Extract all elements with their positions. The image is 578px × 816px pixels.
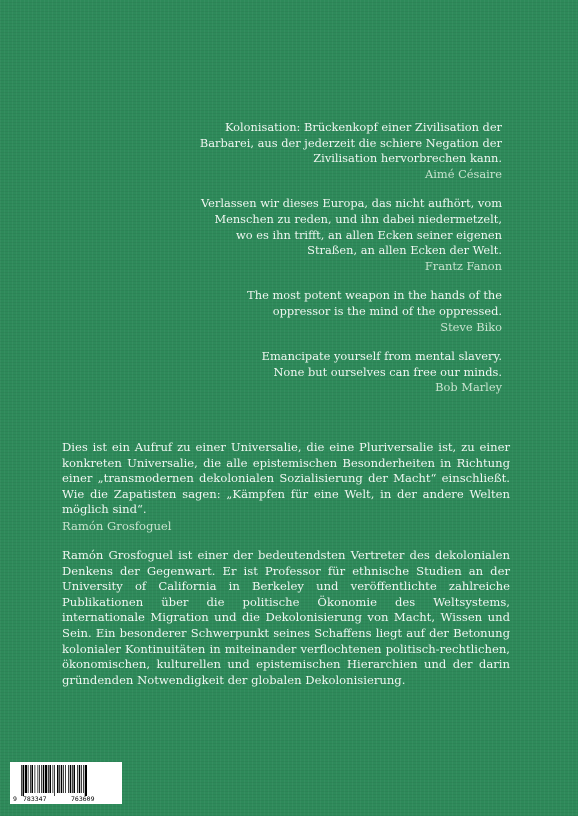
barcode-bar	[63, 765, 64, 793]
isbn-barcode	[10, 762, 122, 804]
barcode-bar	[38, 765, 39, 793]
author-bio	[62, 548, 510, 688]
quote-fanon	[190, 196, 502, 274]
barcode-bar	[48, 765, 49, 793]
barcode-bar	[45, 765, 47, 793]
barcode-bar	[70, 765, 72, 793]
barcode-bar	[83, 765, 84, 793]
barcode-bar	[74, 765, 76, 793]
blurb-text: Dies ist ein Aufruf zu einer Universalie, die eine Pluriversalie ist, zu einer konkreten Universalie, die alle epistemischen Besonderheiten in Richtung einer „transmodernen dekolonialen Sozialisierung der Macht“ einschließt. Wie die Zapatisten sagen: „Kämpfen für eine Welt, in der andere Welten möglich sind“.	[62, 440, 510, 517]
barcode-bar	[39, 765, 40, 793]
barcode-bar	[81, 765, 82, 793]
barcode-bar	[79, 765, 81, 793]
author-bio-text: Ramón Grosfoguel ist einer der bedeutendsten Vertreter des dekolonialen Denkens der Gegenwart. Er ist Professor für ethnische Studien an der University of California in Berkeley und veröffentlichte zahlreiche Publikationen über die politische Ökonomie des Weltsystems, internationale Migration und die Dekolonisierung von Macht, Wissen und Sein. Ein besonderer Schwerpunkt seines Schaffens liegt auf der Betonung kolonialer Kontinuitäten in miteinander verflochtenen politisch-rechtlichen, ökonomischen, kulturellen und epistemischen Hierarchien und der darin gründenden Notwendigkeit der globalen Dekolonisierung.	[62, 548, 510, 687]
quote-author: Bob Marley	[435, 380, 502, 395]
quote-biko	[190, 288, 502, 335]
quote-text: Verlassen wir dieses Europa, das nicht aufhört, vom Menschen zu reden, und ihn dabei niedermetzelt, wo es ihn trifft, an allen Ecken seiner eigenen Straßen, an allen Ecken der Welt.	[201, 196, 502, 258]
barcode-bar	[72, 765, 73, 793]
quote-marley	[190, 349, 502, 396]
barcode-bar	[50, 765, 52, 793]
quotes-section	[190, 120, 502, 410]
quote-text: Emancipate yourself from mental slavery. None but ourselves can free our minds.	[261, 349, 502, 379]
barcode-bar	[65, 765, 66, 793]
quote-author: Steve Biko	[440, 319, 502, 334]
blurb-author: Ramón Grosfoguel	[62, 518, 172, 533]
barcode-right-digits: 763609	[71, 795, 95, 803]
barcode-bar	[57, 765, 59, 793]
barcode-bar	[53, 765, 54, 793]
barcode-bar	[30, 765, 31, 793]
barcode-bar	[43, 765, 45, 793]
barcode-bar	[85, 765, 87, 796]
barcode-bar	[32, 765, 34, 793]
barcode-left-digits: 783347	[23, 795, 47, 803]
quote-cesaire	[190, 120, 502, 182]
quote-author: Aimé Césaire	[425, 166, 502, 181]
barcode-bar	[41, 765, 42, 793]
quote-author: Frantz Fanon	[424, 258, 502, 273]
barcode-bar	[35, 765, 36, 793]
barcode-bar	[59, 765, 60, 793]
quote-text: Kolonisation: Brückenkopf einer Zivilisation der Barbarei, aus der jederzeit die schiere Negation der Zivilisation hervorbrechen kann.	[199, 120, 502, 166]
barcode-bar	[25, 765, 27, 793]
barcode-bar	[23, 765, 25, 796]
barcode-bar	[54, 765, 55, 796]
barcode-bar	[61, 765, 63, 793]
barcode-bar	[68, 765, 69, 793]
barcode-bar	[77, 765, 78, 793]
barcode-graphic	[10, 762, 122, 804]
quote-text: The most potent weapon in the hands of the oppressor is the mind of the oppressed.	[247, 288, 502, 318]
blurb-paragraph	[62, 440, 510, 535]
barcode-bar	[21, 765, 22, 796]
barcode-first-digit: 9	[13, 795, 17, 803]
barcode-bar	[28, 765, 29, 793]
